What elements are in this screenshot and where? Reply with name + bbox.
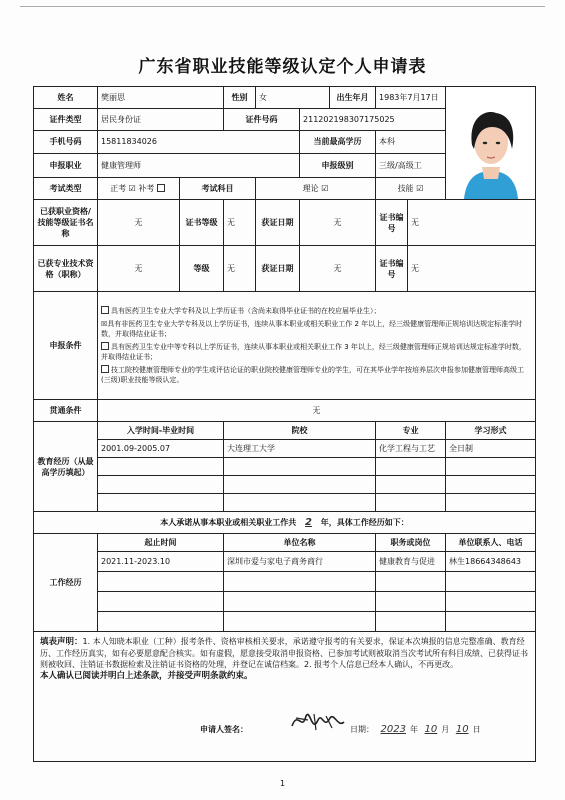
label-cert-no: 证书编号 [376,200,408,246]
value-gender: 女 [256,87,330,109]
value-cert-name: 无 [98,200,180,246]
header-edu-major: 专业 [376,422,446,440]
label-education: 当前最高学历 [300,131,376,153]
value-cert-no: 无 [408,200,536,246]
value-id-type: 居民身份证 [98,109,224,131]
label-requirements: 申报条件 [34,292,98,400]
value-tech-level: 无 [224,246,256,292]
table-row [34,612,536,632]
requirements-cell [98,292,536,400]
label-cert-date: 获证日期 [256,200,300,246]
handwritten-signature [288,706,348,740]
value-pass-conditions: 无 [98,400,536,422]
value-name: 樊丽思 [98,87,224,109]
exam-makeup-checkbox-icon[interactable] [157,184,165,192]
exam-normal-checkbox-icon[interactable]: ☑ [128,183,136,193]
form-title: 广东省职业技能等级认定个人申请表 [138,57,427,77]
work-statement: 本人承诺从事本职业或相关职业工作共 2 年，具体工作经历如下： [34,512,536,534]
value-phone: 15811834026 [98,131,300,153]
value-tech-no: 无 [408,246,536,292]
label-birth: 出生年月 [330,87,376,109]
label-edu-history: 教育经历（从最高学历填起） [34,422,98,512]
header-work-time: 起止时间 [98,534,224,552]
signature-label: 申请人签名： [200,725,248,734]
label-level: 申报级别 [300,153,376,177]
header-work-unit: 单位名称 [224,534,376,552]
requirement-item: 技工院校健康管理师专业的学生或评估论证的职业院校健康管理师专业的学生，可在其毕业学年按培养层次申报参加健康管理师高级工(三级)职业技能等级认定。 [101,366,524,384]
declaration-cell [34,632,536,762]
requirement-checkbox-icon[interactable] [101,342,109,350]
header-work-position: 职务或岗位 [376,534,446,552]
requirement-item: 具有医药卫生专业大学专科及以上学历证书（含尚未取得毕业证书的在校应届毕业生）； [101,306,532,316]
table-row: 2001.09-2005.07 大连理工大学 化学工程与工艺 全日制 [34,440,536,458]
value-level: 三级/高级工 [376,153,446,177]
label-tech-date: 获证日期 [256,246,300,292]
declaration-confirm: 本人确认已阅读并明白上述条款，并接受声明条款约束。 [40,671,253,681]
photo-cell [446,87,536,200]
requirement-checkbox-icon[interactable] [101,365,109,373]
exam-type-options [98,177,180,199]
label-work-history: 工作经历 [34,534,98,632]
exam-normal-label: 正考 [110,183,127,193]
value-tech-name: 无 [98,246,180,292]
exam-skill-checkbox-icon[interactable]: ☑ [416,183,424,193]
header-edu-time: 入学时间-毕业时间 [98,422,224,440]
date-year: 2023 [380,724,406,735]
table-row [34,458,536,476]
value-education: 本科 [376,131,446,153]
requirement-checked-checkbox-icon[interactable]: ☒ [101,320,108,328]
table-row [34,494,536,512]
table-row [34,592,536,612]
label-tech-no: 证书编号 [376,246,408,292]
label-exam-type: 考试类型 [34,177,98,199]
declaration-body: 1. 本人知晓本职业（工种）报考条件、资格审核相关要求，承诺遵守报考的有关要求，保证本次填报的信息完整准确、教育经历、工作经历真实，如有必要愿意配合核实。如有虚假，愿意接受取消申报资格、已参加考试则被取消当次考试所有科目成绩、已获得证书则被收回、注销证书数据检索及注销证书资格的处理，并登记在诚信档案。2. 报考个人信息已经本人确认，不再更改。 [40,637,528,669]
value-tech-date: 无 [300,246,376,292]
value-id-number: 211202198307175025 [300,109,446,131]
label-pass-conditions: 贯通条件 [34,400,98,422]
label-exam-subject: 考试科目 [180,177,256,199]
table-row [34,476,536,494]
requirement-checkbox-icon[interactable] [101,306,109,314]
exam-theory-option [256,177,376,199]
header-edu-school: 院校 [224,422,376,440]
table-row [34,572,536,592]
value-birth: 1983年7月17日 [376,87,446,109]
exam-skill-label: 技能 [397,183,414,193]
application-form-table [33,86,536,762]
date-month: 10 [424,724,438,735]
work-years: 2 [305,517,312,528]
table-row: 2021.11-2023.10 深圳市爱与家电子商务商行 健康教育与促进 林生18664348643 [34,552,536,572]
label-id-number: 证件号码 [224,109,300,131]
label-name: 姓名 [34,87,98,109]
date-line: 日期： 2023 年 10 月 10 日 [350,724,481,735]
value-cert-level: 无 [224,200,256,246]
header-edu-mode: 学习形式 [446,422,536,440]
requirement-item: 具有医药卫生专业中等专科以上学历证书，连续从事本职业或相关职业工作 3 年以上，经三级健康管理师正规培训达规定标准学时数，并取得结业证书； [101,343,526,361]
exam-theory-checkbox-icon[interactable]: ☑ [321,183,329,193]
applicant-photo [446,87,535,199]
label-tech-obtained: 已获专业技术资格（职称） [34,246,98,292]
value-occupation: 健康管理师 [98,153,300,177]
label-cert-obtained: 已获职业资格/技能等级证书名称 [34,200,98,246]
label-occupation: 申报职业 [34,153,98,177]
date-day: 10 [455,724,469,735]
value-cert-date: 无 [300,200,376,246]
label-gender: 性别 [224,87,256,109]
declaration-heading: 填表声明： [40,637,83,647]
label-cert-level: 证书等级 [180,200,224,246]
requirement-item: ☒具有非医药卫生专业大学专科及以上学历证书，连续从事本职业或相关职业工作 2 年以上，经三级健康管理师正规培训达规定标准学时数，并取得结业证书； [101,320,523,338]
label-phone: 手机号码 [34,131,98,153]
exam-skill-option [376,177,446,199]
header-work-contact: 单位联系人、电话 [446,534,536,552]
top-rule [20,6,545,7]
label-id-type: 证件类型 [34,109,98,131]
exam-theory-label: 理论 [302,183,319,193]
exam-makeup-label: 补考 [138,183,155,193]
page-number: 1 [279,779,286,788]
label-tech-level: 等级 [180,246,224,292]
